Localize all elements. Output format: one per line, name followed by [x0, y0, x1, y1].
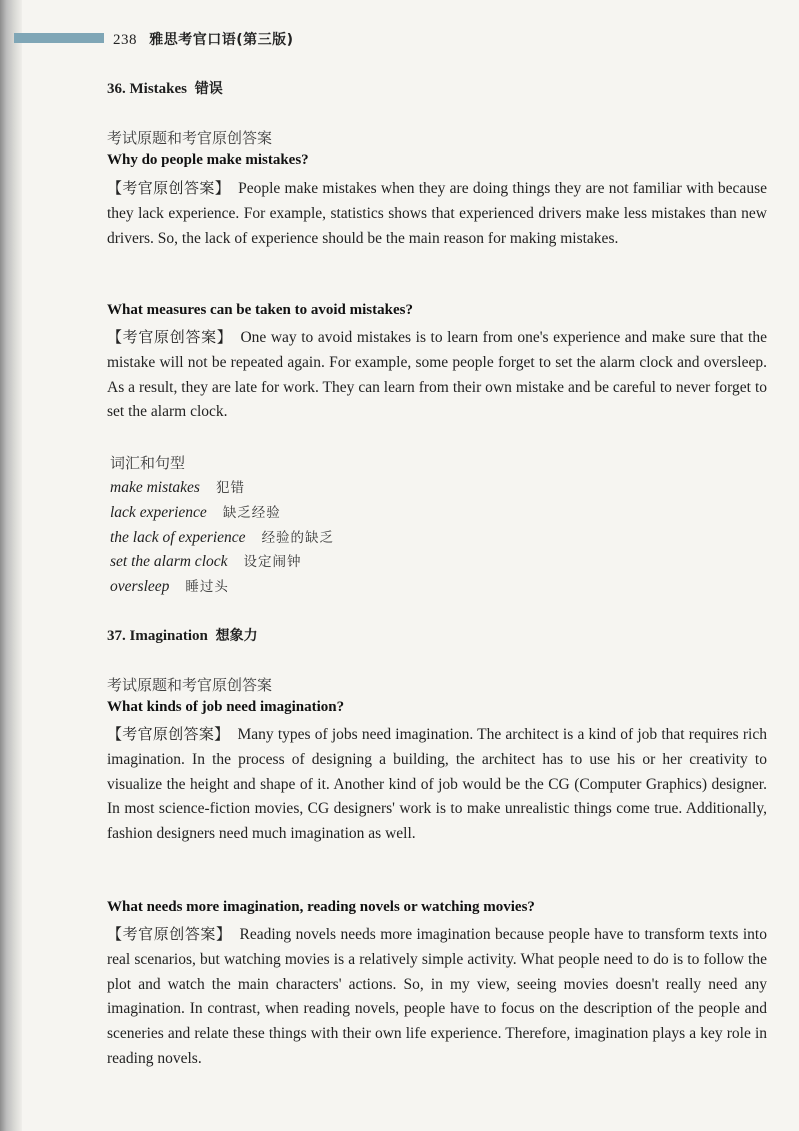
section-36-subhead: 考试原题和考官原创答案	[107, 129, 273, 147]
section-36-title	[107, 78, 223, 98]
answer-text: Reading novels needs more imagination because people have to transform texts into real scenarios, but watching movies is a relatively simple activity. What people need to do is to follow the plot and watch the main characters' actions. So, in my view, seeing movies doesn't really need any imagination. In contrast, when reading novels, people have to focus on the description of the people and sceneries and relate these things with their own life experience. Therefore, imagination plays a key role in reading novels.	[107, 926, 767, 1067]
vocab-en: the lack of experience	[110, 528, 246, 546]
section-37-title-cn: 想象力	[215, 628, 258, 644]
vocab-cn: 设定闹钟	[243, 554, 302, 571]
answer-tag: 【考官原创答案】	[107, 328, 233, 346]
section-37-title-en: 37. Imagination	[107, 628, 208, 644]
section-36-answer-1	[107, 176, 767, 251]
section-37-question-2: What needs more imagination, reading novels or watching movies?	[107, 899, 535, 915]
section-36-title-cn: 错误	[194, 81, 223, 97]
vocab-item	[110, 526, 334, 551]
book-title: 雅思考官口语(第三版)	[149, 32, 294, 48]
vocab-en: set the alarm clock	[110, 553, 228, 571]
answer-tag: 【考官原创答案】	[107, 925, 232, 943]
answer-tag: 【考官原创答案】	[107, 179, 231, 197]
vocab-cn: 经验的缺乏	[261, 529, 335, 546]
vocab-en: lack experience	[110, 503, 207, 521]
section-36-question-1: Why do people make mistakes?	[107, 152, 309, 168]
section-37-answer-2	[107, 922, 767, 1072]
answer-text: People make mistakes when they are doing things they are not familiar with because they lack experience. For example, statistics shows that experienced drivers make less mistakes than new drivers. So, the lack of experience should be the main reason for making mistakes.	[107, 180, 767, 247]
section-36-answer-2	[107, 325, 767, 425]
page-number: 238	[113, 32, 137, 48]
section-37-question-1: What kinds of job need imagination?	[107, 699, 345, 715]
vocab-item	[110, 501, 334, 526]
vocab-en: make mistakes	[110, 479, 200, 496]
vocab-list	[110, 476, 334, 600]
vocab-item	[110, 575, 334, 600]
answer-text: Many types of jobs need imagination. The architect is a kind of job that requires rich imagination. In the process of designing a building, the architect has to use his or her creativity to visualize the height and shape of it. Another kind of job would be the CG (Computer Graphics) designer. In most science-fiction movies, CG designers' work is to make unrealistic things come true. Additionally, fashion designers need much imagination as well.	[107, 726, 767, 843]
vocab-cn: 犯错	[215, 480, 245, 496]
vocab-item	[110, 476, 334, 501]
section-37-title	[107, 625, 258, 645]
section-36-question-2: What measures can be taken to avoid mistakes?	[107, 302, 413, 318]
vocab-item	[110, 550, 334, 575]
section-36-title-en: 36. Mistakes	[107, 81, 187, 97]
answer-tag: 【考官原创答案】	[107, 725, 230, 743]
vocab-heading: 词汇和句型	[110, 454, 186, 472]
answer-text: One way to avoid mistakes is to learn from one's experience and make sure that the mistake will not be repeated again. For example, some people forget to set the alarm clock and oversleep. As a result, they are late for work. They can learn from their own mistake and be careful to never forget to set the alarm clock.	[107, 329, 767, 421]
running-header	[113, 29, 294, 49]
vocab-en: oversleep	[110, 578, 170, 596]
header-accent-bar	[14, 33, 104, 43]
section-37-subhead: 考试原题和考官原创答案	[107, 676, 273, 694]
vocab-cn: 缺乏经验	[222, 504, 281, 521]
vocab-cn: 睡过头	[185, 579, 229, 596]
section-37-answer-1	[107, 722, 767, 847]
